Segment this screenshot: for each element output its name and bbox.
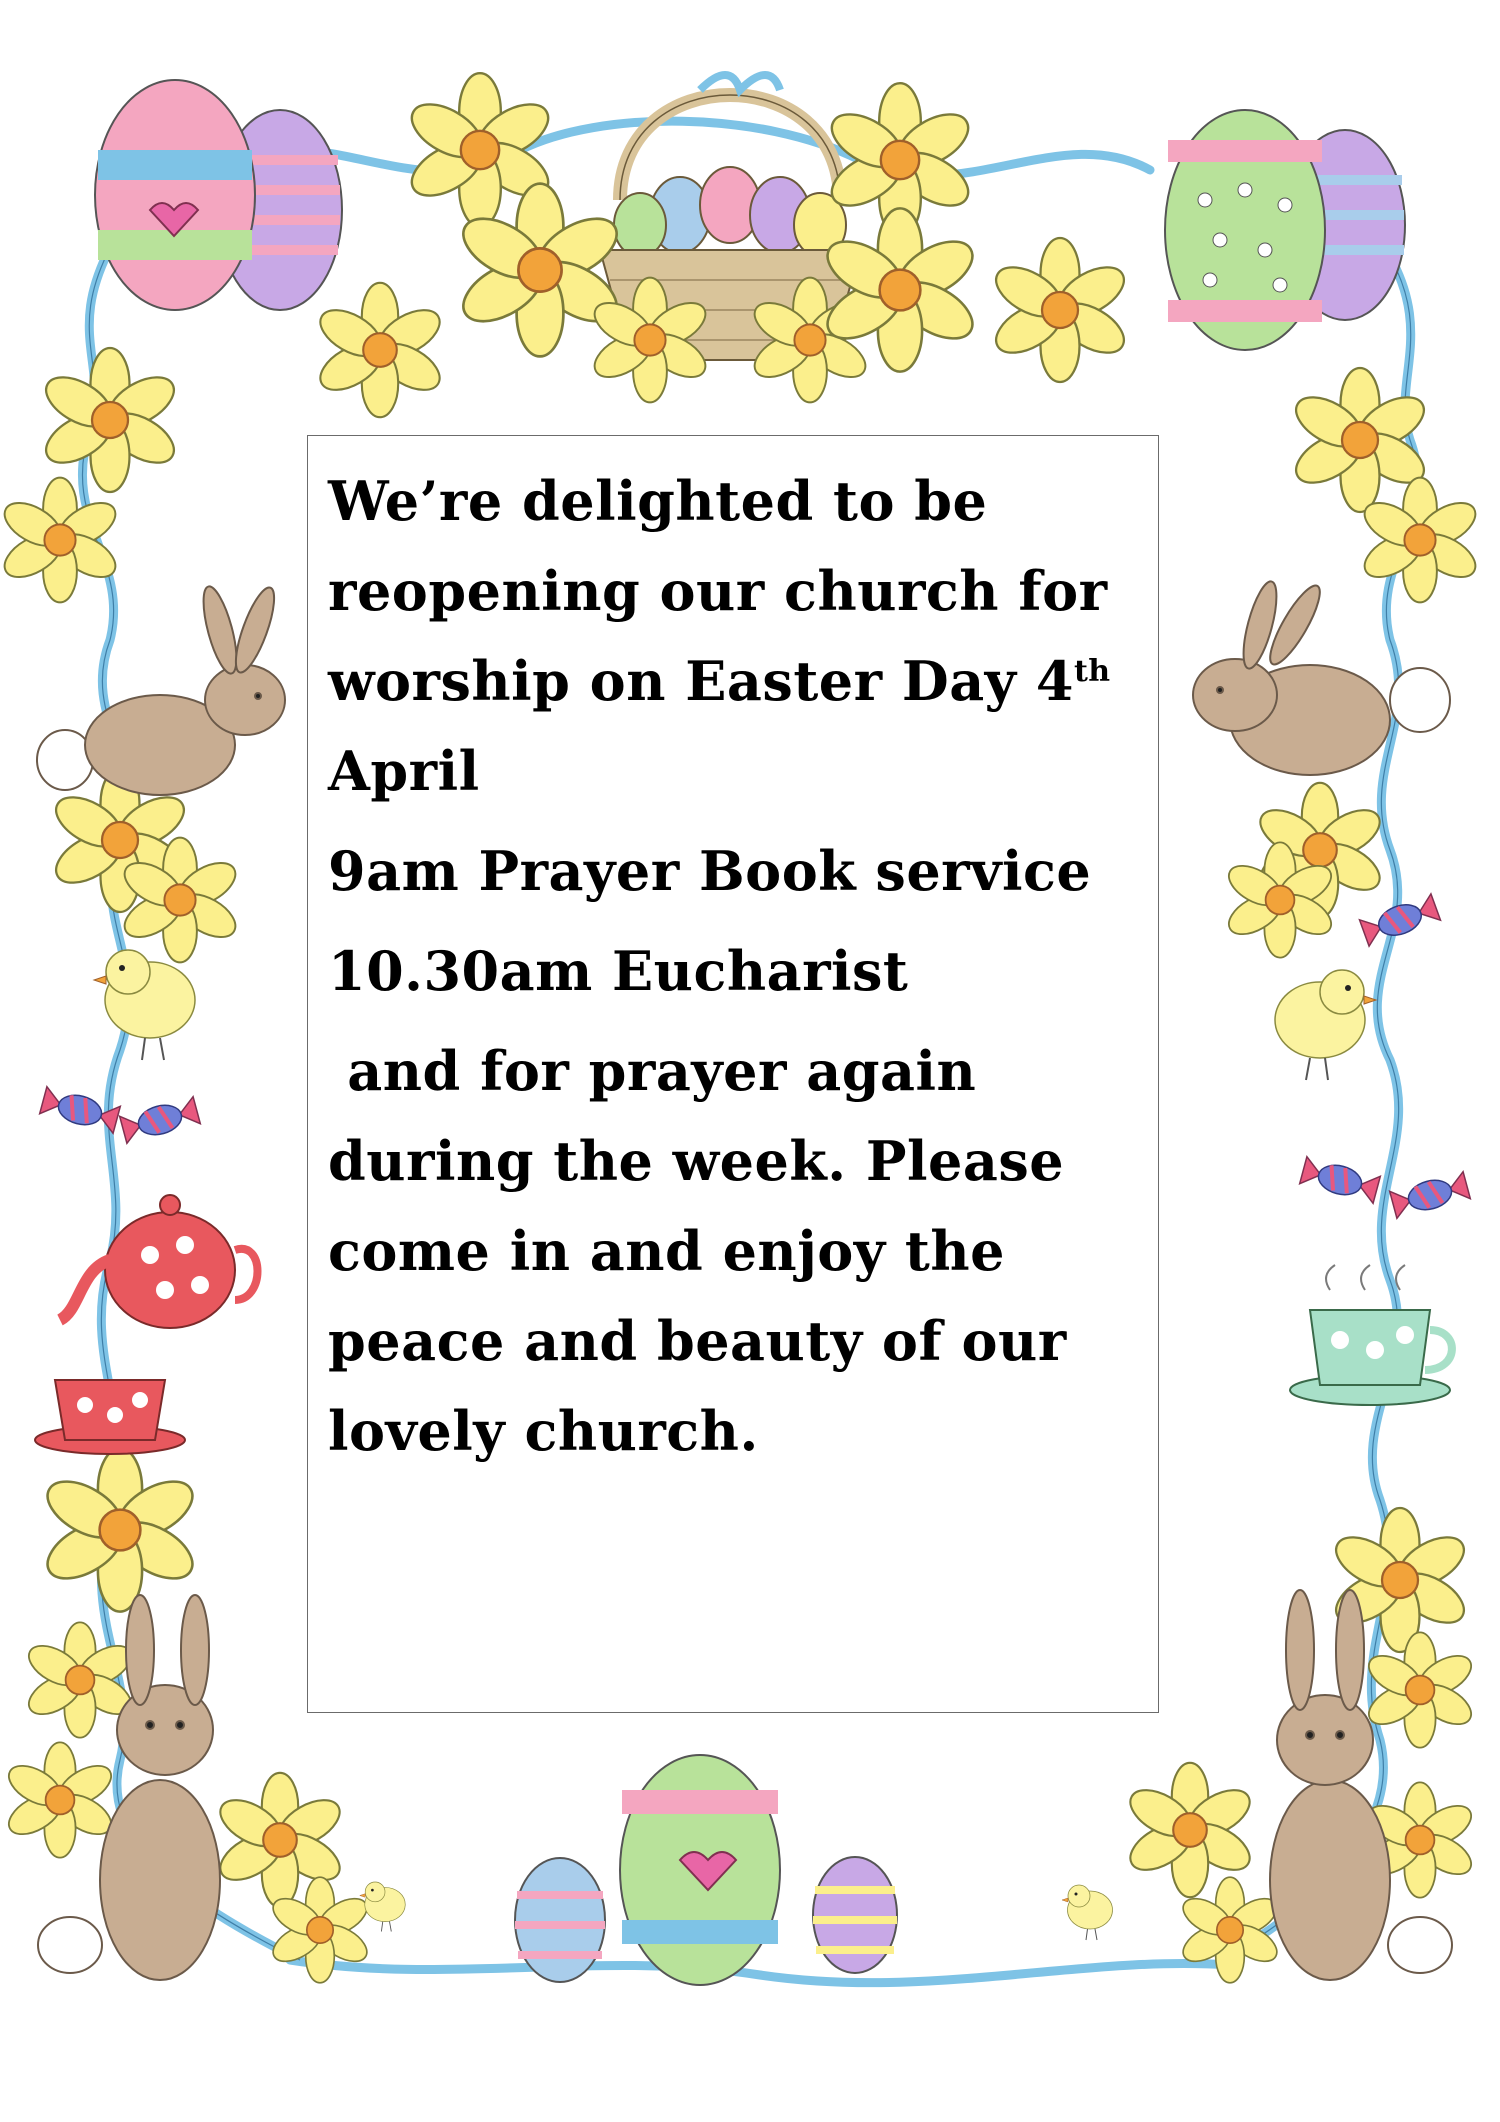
ordinal-suffix: th [1073, 654, 1111, 689]
intro-month: April [328, 739, 480, 803]
service-1: 9am Prayer Book service [328, 839, 1092, 903]
service-2: 10.30am Eucharist [328, 939, 909, 1003]
notice-box [307, 435, 1159, 1713]
intro-paragraph [328, 456, 1148, 816]
notice-text [328, 456, 1148, 1476]
closing-paragraph: and for prayer again during the week. Please come in and enjoy the peace and beauty of our lovely church. [328, 1039, 1067, 1463]
intro-text: We’re delighted to be reopening our church for worship on Easter Day 4 [328, 469, 1108, 713]
